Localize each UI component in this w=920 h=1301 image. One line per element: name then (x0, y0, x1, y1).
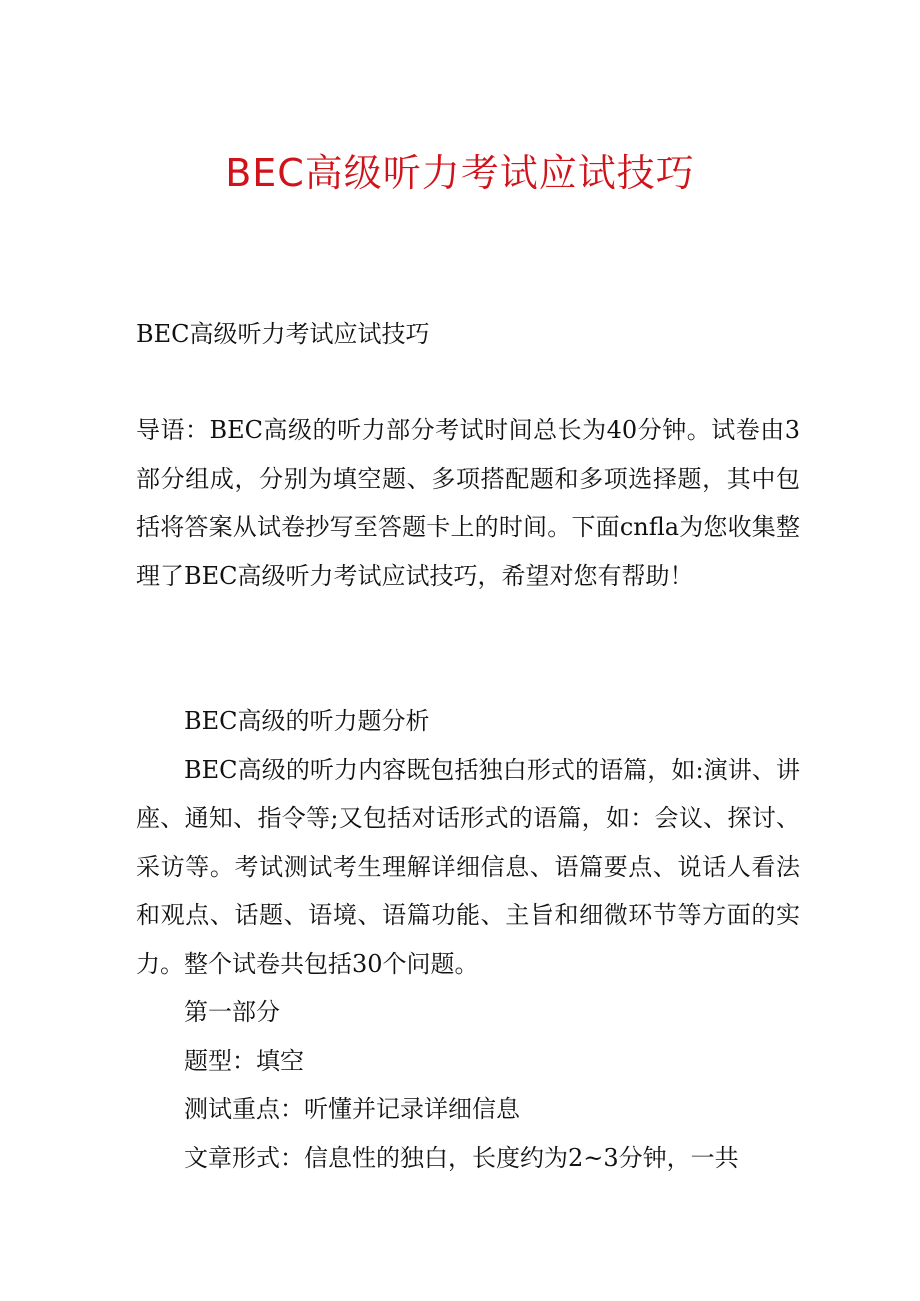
intro-paragraph: 导语：BEC高级的听力部分考试时间总长为40分钟。试卷由3部分组成，分别为填空题、多项搭配题和多项选择题，其中包括将答案从试卷抄写至答题卡上的时间。下面cnfla为您收集整理了BEC高级听力考试应试技巧，希望对您有帮助！ (136, 416, 800, 590)
section-paragraph: BEC高级的听力内容既包括独白形式的语篇，如:演讲、讲座、通知、指令等;又包括对话形式的语篇，如：会议、探讨、采访等。考试测试考生理解详细信息、语篇要点、说话人看法和观点、话题、语境、语篇功能、主旨和细微环节等方面的实力。整个试卷共包括30个问题。 (136, 755, 800, 978)
text-form-line: 文章形式：信息性的独白，长度约为2~3分钟，一共 (184, 1143, 739, 1172)
document-title: BEC高级听力考试应试技巧 (225, 151, 695, 195)
part-label: 第一部分 (184, 998, 280, 1026)
test-focus-line: 测试重点：听懂并记录详细信息 (184, 1095, 520, 1123)
document-subtitle: BEC高级听力考试应试技巧 (136, 320, 430, 348)
section-heading: BEC高级的听力题分析 (184, 707, 430, 735)
question-type-line: 题型：填空 (184, 1046, 304, 1075)
body-section (136, 697, 800, 1182)
